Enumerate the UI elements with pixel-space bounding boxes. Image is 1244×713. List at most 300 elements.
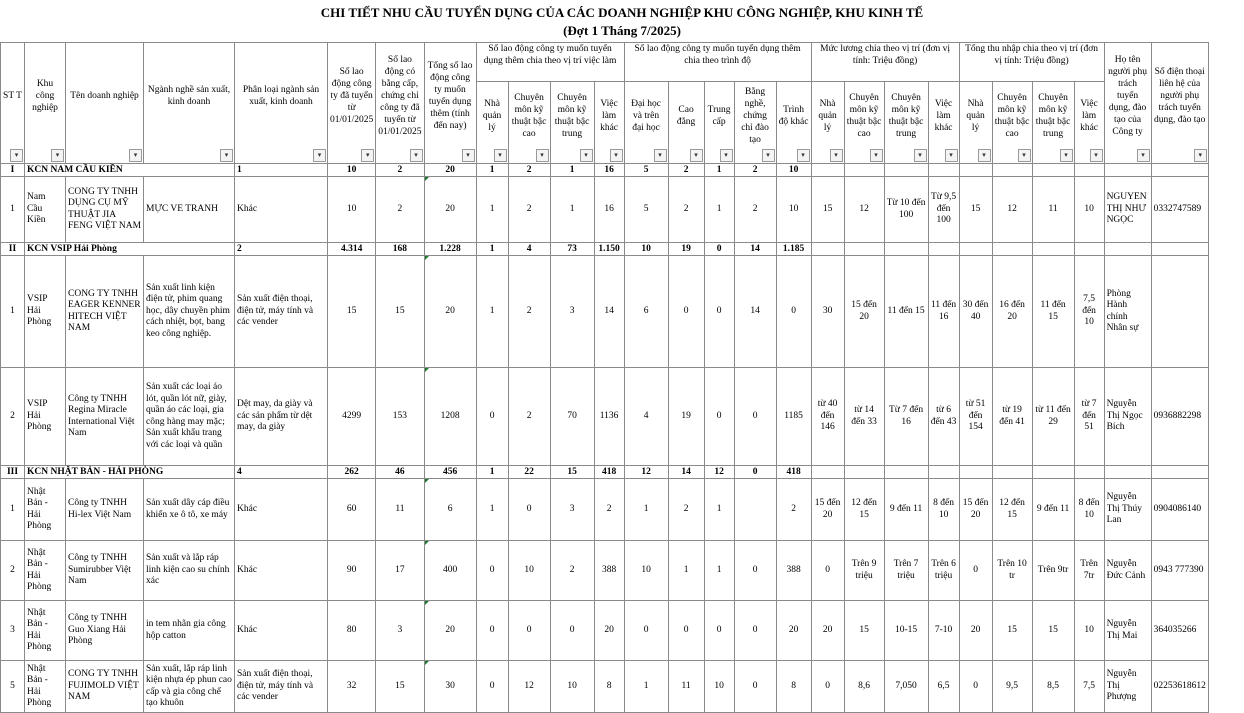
table-cell[interactable] xyxy=(624,368,668,466)
col-header-phutrach: Họ tên người phụ trách tuyển dụng, đào tạo của Công ty ▾ xyxy=(1104,43,1151,164)
section-count[interactable]: 2 xyxy=(235,243,328,256)
empty-cell[interactable] xyxy=(884,164,928,177)
section-total-cell[interactable]: 0 xyxy=(734,466,776,479)
table-cell[interactable] xyxy=(376,479,424,541)
table-cell[interactable] xyxy=(844,601,884,661)
section-total-cell[interactable]: 1.228 xyxy=(424,243,476,256)
filter-dropdown-icon[interactable]: ▾ xyxy=(1137,149,1150,162)
section-total-cell[interactable]: 418 xyxy=(594,466,624,479)
table-cell[interactable] xyxy=(928,256,959,368)
table-cell[interactable] xyxy=(508,177,550,243)
table-cell[interactable] xyxy=(235,601,328,661)
table-cell[interactable] xyxy=(476,541,508,601)
section-total-cell[interactable]: 4.314 xyxy=(328,243,376,256)
section-total-cell[interactable]: 73 xyxy=(550,243,594,256)
table-cell[interactable] xyxy=(1104,368,1151,466)
section-total-cell[interactable]: 12 xyxy=(704,466,734,479)
table-cell[interactable] xyxy=(668,256,704,368)
table-cell[interactable] xyxy=(1151,541,1208,601)
table-cell[interactable] xyxy=(144,256,235,368)
section-total-cell[interactable]: 10 xyxy=(624,243,668,256)
table-cell[interactable] xyxy=(959,177,992,243)
table-cell[interactable] xyxy=(235,479,328,541)
table-cell[interactable] xyxy=(594,368,624,466)
table-row[interactable] xyxy=(1,177,1209,243)
filter-dropdown-icon[interactable]: ▾ xyxy=(410,149,423,162)
filter-dropdown-icon[interactable]: ▾ xyxy=(945,149,958,162)
table-cell[interactable] xyxy=(928,601,959,661)
table-cell[interactable] xyxy=(992,177,1032,243)
table-cell[interactable] xyxy=(66,256,144,368)
table-cell[interactable] xyxy=(1032,479,1074,541)
table-cell[interactable] xyxy=(144,177,235,243)
table-cell[interactable] xyxy=(884,541,928,601)
table-cell[interactable] xyxy=(424,177,476,243)
table-cell[interactable] xyxy=(424,601,476,661)
filter-dropdown-icon[interactable]: ▾ xyxy=(870,149,883,162)
table-cell[interactable] xyxy=(1,601,25,661)
empty-cell[interactable] xyxy=(1032,164,1074,177)
table-cell[interactable] xyxy=(550,256,594,368)
cell-text: 20 xyxy=(788,624,799,635)
section-roman[interactable]: III xyxy=(1,466,25,479)
empty-cell[interactable] xyxy=(844,164,884,177)
section-total-cell[interactable]: 10 xyxy=(776,164,811,177)
section-total-cell[interactable]: 46 xyxy=(376,466,424,479)
filter-dropdown-icon[interactable]: ▾ xyxy=(978,149,991,162)
table-cell[interactable] xyxy=(992,601,1032,661)
table-cell[interactable] xyxy=(624,177,668,243)
table-cell[interactable] xyxy=(376,368,424,466)
section-total-cell[interactable]: 15 xyxy=(550,466,594,479)
filter-dropdown-icon[interactable]: ▾ xyxy=(1090,149,1103,162)
section-total-cell[interactable]: 19 xyxy=(668,243,704,256)
cell-text: 0 xyxy=(716,624,722,635)
table-cell[interactable] xyxy=(734,177,776,243)
cell-text: 1 xyxy=(10,305,15,316)
section-total-cell[interactable]: 14 xyxy=(734,243,776,256)
section-total-cell[interactable]: 456 xyxy=(424,466,476,479)
filter-dropdown-icon[interactable]: ▾ xyxy=(914,149,927,162)
empty-cell[interactable] xyxy=(959,243,992,256)
filter-dropdown-icon[interactable]: ▾ xyxy=(830,149,843,162)
section-total-cell[interactable]: 4 xyxy=(508,243,550,256)
empty-cell[interactable] xyxy=(959,466,992,479)
table-cell[interactable] xyxy=(884,368,928,466)
empty-cell[interactable] xyxy=(1032,243,1074,256)
table-row[interactable] xyxy=(1,601,1209,661)
cell-text: 15 xyxy=(822,203,833,214)
filter-dropdown-icon[interactable]: ▾ xyxy=(10,149,23,162)
table-cell[interactable] xyxy=(704,601,734,661)
section-total-cell[interactable]: 2 xyxy=(376,164,424,177)
table-cell[interactable] xyxy=(884,601,928,661)
empty-cell[interactable] xyxy=(992,466,1032,479)
cell-text: 0 xyxy=(489,410,495,421)
cell-text: 15 xyxy=(346,305,357,316)
table-cell[interactable] xyxy=(25,256,66,368)
table-cell[interactable] xyxy=(66,368,144,466)
table-cell[interactable] xyxy=(376,541,424,601)
empty-cell[interactable] xyxy=(992,164,1032,177)
empty-cell[interactable] xyxy=(1074,164,1104,177)
table-row[interactable] xyxy=(1,479,1209,541)
cell-text: 10 xyxy=(567,680,577,691)
table-cell[interactable] xyxy=(1,177,25,243)
table-cell[interactable] xyxy=(1151,601,1208,661)
table-cell[interactable] xyxy=(668,368,704,466)
table-cell[interactable] xyxy=(1032,368,1074,466)
table-cell[interactable] xyxy=(884,479,928,541)
table-cell[interactable] xyxy=(144,479,235,541)
table-cell[interactable] xyxy=(668,601,704,661)
table-cell[interactable] xyxy=(328,601,376,661)
table-cell[interactable] xyxy=(594,177,624,243)
section-total-cell[interactable]: 1 xyxy=(476,164,508,177)
table-cell[interactable] xyxy=(704,256,734,368)
table-cell[interactable] xyxy=(476,601,508,661)
table-cell[interactable] xyxy=(844,368,884,466)
table-cell[interactable] xyxy=(144,368,235,466)
section-name[interactable]: KCN NAM CẦU KIỀN xyxy=(25,164,235,177)
table-cell[interactable] xyxy=(884,177,928,243)
table-cell[interactable] xyxy=(476,256,508,368)
table-row[interactable] xyxy=(1,541,1209,601)
table-cell[interactable] xyxy=(776,368,811,466)
filter-dropdown-icon[interactable]: ▾ xyxy=(51,149,64,162)
table-cell[interactable] xyxy=(1074,177,1104,243)
table-cell[interactable] xyxy=(328,256,376,368)
table-cell[interactable] xyxy=(476,479,508,541)
table-cell[interactable] xyxy=(144,601,235,661)
table-cell[interactable] xyxy=(424,479,476,541)
section-total-cell[interactable]: 2 xyxy=(508,164,550,177)
table-cell[interactable] xyxy=(594,601,624,661)
table-cell[interactable] xyxy=(66,601,144,661)
table-cell[interactable] xyxy=(1,541,25,601)
table-cell[interactable] xyxy=(1,256,25,368)
section-total-cell[interactable]: 22 xyxy=(508,466,550,479)
section-total-cell[interactable]: 1 xyxy=(476,466,508,479)
table-cell[interactable] xyxy=(624,601,668,661)
section-total-cell[interactable]: 2 xyxy=(668,164,704,177)
table-cell[interactable] xyxy=(959,256,992,368)
table-cell[interactable] xyxy=(328,541,376,601)
table-cell[interactable] xyxy=(1151,256,1208,368)
table-cell[interactable] xyxy=(1151,368,1208,466)
table-cell[interactable] xyxy=(376,256,424,368)
table-cell[interactable] xyxy=(476,177,508,243)
table-cell[interactable] xyxy=(508,541,550,601)
section-row[interactable] xyxy=(1,243,1209,256)
section-total-cell[interactable]: 5 xyxy=(624,164,668,177)
section-roman[interactable]: I xyxy=(1,164,25,177)
cell-text: 0 xyxy=(526,624,532,635)
table-cell[interactable] xyxy=(959,601,992,661)
table-cell[interactable] xyxy=(668,177,704,243)
table-cell[interactable] xyxy=(959,541,992,601)
table-cell[interactable] xyxy=(550,601,594,661)
table-cell[interactable] xyxy=(704,541,734,601)
filter-dropdown-icon[interactable]: ▾ xyxy=(536,149,549,162)
table-cell[interactable] xyxy=(25,541,66,601)
table-cell[interactable] xyxy=(1151,177,1208,243)
empty-cell[interactable] xyxy=(1032,466,1074,479)
table-cell[interactable] xyxy=(992,368,1032,466)
col-header-ml-cmkt-tb: Chuyên môn kỹ thuật bậc trung ▾ xyxy=(884,82,928,164)
cell-text: 16 xyxy=(604,203,614,214)
section-total-cell[interactable]: 1 xyxy=(476,243,508,256)
section-total-cell[interactable]: 1.185 xyxy=(776,243,811,256)
filter-dropdown-icon[interactable]: ▾ xyxy=(1018,149,1031,162)
section-row[interactable] xyxy=(1,466,1209,479)
empty-cell[interactable] xyxy=(811,243,844,256)
empty-cell[interactable] xyxy=(928,466,959,479)
table-cell[interactable] xyxy=(550,177,594,243)
table-cell[interactable] xyxy=(844,177,884,243)
filter-dropdown-icon[interactable]: ▾ xyxy=(1060,149,1073,162)
table-cell[interactable] xyxy=(1104,256,1151,368)
table-row[interactable] xyxy=(1,256,1209,368)
section-total-cell[interactable]: 10 xyxy=(328,164,376,177)
filter-dropdown-icon[interactable]: ▾ xyxy=(220,149,233,162)
table-cell[interactable] xyxy=(776,479,811,541)
table-cell[interactable] xyxy=(594,256,624,368)
table-cell[interactable] xyxy=(376,177,424,243)
table-cell[interactable] xyxy=(811,256,844,368)
table-cell[interactable] xyxy=(811,541,844,601)
table-cell[interactable] xyxy=(424,368,476,466)
table-cell[interactable] xyxy=(594,479,624,541)
section-total-cell[interactable]: 418 xyxy=(776,466,811,479)
table-cell[interactable] xyxy=(928,177,959,243)
table-cell[interactable] xyxy=(668,479,704,541)
table-cell[interactable] xyxy=(1074,479,1104,541)
table-cell[interactable] xyxy=(776,601,811,661)
table-cell[interactable] xyxy=(704,177,734,243)
filter-dropdown-icon[interactable]: ▾ xyxy=(580,149,593,162)
empty-cell[interactable] xyxy=(1104,466,1151,479)
table-cell[interactable] xyxy=(1151,479,1208,541)
section-total-cell[interactable]: 0 xyxy=(704,243,734,256)
table-cell[interactable] xyxy=(992,479,1032,541)
table-cell[interactable] xyxy=(811,177,844,243)
table-cell[interactable] xyxy=(144,541,235,601)
table-cell[interactable] xyxy=(1032,177,1074,243)
cell-text: 15 xyxy=(1048,624,1058,635)
table-cell[interactable] xyxy=(776,256,811,368)
table-cell[interactable] xyxy=(776,541,811,601)
table-cell[interactable] xyxy=(811,601,844,661)
section-name[interactable]: KCN NHẬT BẢN - HẢI PHÒNG xyxy=(25,466,235,479)
table-cell[interactable] xyxy=(734,541,776,601)
section-total-cell[interactable]: 168 xyxy=(376,243,424,256)
table-cell[interactable] xyxy=(235,541,328,601)
filter-dropdown-icon[interactable]: ▾ xyxy=(1194,149,1207,162)
table-cell[interactable] xyxy=(66,177,144,243)
cell-text: 6,5 xyxy=(937,680,950,691)
empty-cell[interactable] xyxy=(1074,243,1104,256)
cell-text: Từ 9,5 đến 100 xyxy=(930,192,957,226)
col-header-tn-cmkt-tb: Chuyên môn kỹ thuật bậc trung ▾ xyxy=(1032,82,1074,164)
table-cell[interactable] xyxy=(992,541,1032,601)
filter-dropdown-icon[interactable]: ▾ xyxy=(690,149,703,162)
table-cell[interactable] xyxy=(1032,256,1074,368)
table-cell[interactable] xyxy=(66,479,144,541)
table-cell[interactable] xyxy=(844,256,884,368)
table-cell[interactable] xyxy=(550,541,594,601)
table-cell[interactable] xyxy=(1104,601,1151,661)
filter-dropdown-icon[interactable]: ▾ xyxy=(462,149,475,162)
table-cell[interactable] xyxy=(66,541,144,601)
table-cell[interactable] xyxy=(376,601,424,661)
table-cell[interactable] xyxy=(1074,601,1104,661)
table-cell[interactable] xyxy=(844,541,884,601)
table-cell[interactable] xyxy=(959,368,992,466)
table-cell[interactable] xyxy=(734,479,776,541)
col-header-tn-cmkt-cao: Chuyên môn kỹ thuật bậc cao ▾ xyxy=(992,82,1032,164)
table-cell[interactable] xyxy=(884,256,928,368)
table-cell[interactable] xyxy=(992,256,1032,368)
table-cell[interactable] xyxy=(235,256,328,368)
table-cell[interactable] xyxy=(424,256,476,368)
empty-cell[interactable] xyxy=(928,164,959,177)
table-cell[interactable] xyxy=(328,177,376,243)
section-count[interactable]: 1 xyxy=(235,164,328,177)
table-cell[interactable] xyxy=(25,479,66,541)
empty-cell[interactable] xyxy=(1151,466,1208,479)
empty-cell[interactable] xyxy=(959,164,992,177)
table-cell[interactable] xyxy=(1032,601,1074,661)
empty-cell[interactable] xyxy=(1151,243,1208,256)
table-cell[interactable] xyxy=(928,368,959,466)
table-cell[interactable] xyxy=(928,541,959,601)
cell-text: 8,6 xyxy=(858,680,870,691)
cell-text: 8 đến 10 xyxy=(1078,498,1100,520)
table-cell[interactable] xyxy=(1104,541,1151,601)
filter-dropdown-icon[interactable]: ▾ xyxy=(610,149,623,162)
empty-cell[interactable] xyxy=(1104,164,1151,177)
table-cell[interactable] xyxy=(508,601,550,661)
table-row[interactable] xyxy=(1,368,1209,466)
col-header-sobangcap: Số lao động có bằng cấp, chứng chỉ công ty đã tuyển từ 01/01/2025 ▾ xyxy=(376,43,424,164)
section-total-cell[interactable]: 1 xyxy=(704,164,734,177)
filter-dropdown-icon[interactable]: ▾ xyxy=(720,149,733,162)
section-roman[interactable]: II xyxy=(1,243,25,256)
table-cell[interactable] xyxy=(811,479,844,541)
table-cell[interactable] xyxy=(1032,541,1074,601)
cell-text: Trên 10 tr xyxy=(997,559,1027,581)
table-cell[interactable] xyxy=(508,368,550,466)
section-total-cell[interactable]: 262 xyxy=(328,466,376,479)
empty-cell[interactable] xyxy=(811,164,844,177)
cell-text: 364035266 xyxy=(1153,624,1197,635)
section-total-cell[interactable]: 1.150 xyxy=(594,243,624,256)
table-cell[interactable] xyxy=(734,368,776,466)
table-cell[interactable] xyxy=(508,479,550,541)
table-cell[interactable] xyxy=(594,541,624,601)
filter-dropdown-icon[interactable]: ▾ xyxy=(494,149,507,162)
filter-dropdown-icon[interactable]: ▾ xyxy=(313,149,326,162)
table-cell[interactable] xyxy=(1074,541,1104,601)
table-cell[interactable] xyxy=(25,601,66,661)
table-cell[interactable] xyxy=(328,368,376,466)
cell-text: 12 đến 15 xyxy=(851,498,877,520)
empty-cell[interactable] xyxy=(844,243,884,256)
section-row[interactable] xyxy=(1,164,1209,177)
table-cell[interactable] xyxy=(668,541,704,601)
section-name[interactable]: KCN VSIP Hải Phòng xyxy=(25,243,235,256)
filter-dropdown-icon[interactable]: ▾ xyxy=(797,149,810,162)
table-cell[interactable] xyxy=(844,479,884,541)
table-cell[interactable] xyxy=(928,479,959,541)
table-cell[interactable] xyxy=(811,368,844,466)
table-cell[interactable] xyxy=(424,541,476,601)
table-cell[interactable] xyxy=(1104,177,1151,243)
table-cell[interactable] xyxy=(624,479,668,541)
filter-dropdown-icon[interactable]: ▾ xyxy=(361,149,374,162)
filter-dropdown-icon[interactable]: ▾ xyxy=(762,149,775,162)
table-cell[interactable] xyxy=(704,368,734,466)
filter-dropdown-icon[interactable]: ▾ xyxy=(129,149,142,162)
cell-text: 2 xyxy=(606,503,612,514)
section-total-cell[interactable]: 2 xyxy=(734,164,776,177)
table-cell[interactable] xyxy=(959,479,992,541)
empty-cell[interactable] xyxy=(884,243,928,256)
section-total-cell[interactable]: 14 xyxy=(668,466,704,479)
table-cell[interactable] xyxy=(624,541,668,601)
table-cell[interactable] xyxy=(328,479,376,541)
empty-cell[interactable] xyxy=(1074,466,1104,479)
empty-cell[interactable] xyxy=(928,243,959,256)
table-cell[interactable] xyxy=(25,368,66,466)
table-cell[interactable] xyxy=(1,368,25,466)
table-cell[interactable] xyxy=(550,479,594,541)
table-cell[interactable] xyxy=(734,601,776,661)
filter-dropdown-icon[interactable]: ▾ xyxy=(654,149,667,162)
table-cell[interactable] xyxy=(476,368,508,466)
cell-text: 12 xyxy=(859,203,869,214)
table-cell[interactable] xyxy=(508,256,550,368)
empty-cell[interactable] xyxy=(884,466,928,479)
section-total-cell[interactable]: 1 xyxy=(550,164,594,177)
table-cell[interactable] xyxy=(704,479,734,541)
section-count[interactable]: 4 xyxy=(235,466,328,479)
cell-text: Sản xuất linh kiện điện tử, phim quang học, dây chuyền phim cách nhiệt, bọt, bang keo công nghiệp. xyxy=(146,282,230,339)
table-cell[interactable] xyxy=(1104,479,1151,541)
section-total-cell[interactable]: 12 xyxy=(624,466,668,479)
table-cell[interactable] xyxy=(734,256,776,368)
empty-cell[interactable] xyxy=(992,243,1032,256)
table-cell[interactable] xyxy=(25,177,66,243)
cell-text: Khác xyxy=(237,624,258,635)
section-total-cell[interactable]: 16 xyxy=(594,164,624,177)
table-cell[interactable] xyxy=(776,177,811,243)
empty-cell[interactable] xyxy=(811,466,844,479)
empty-cell[interactable] xyxy=(1104,243,1151,256)
table-cell[interactable] xyxy=(235,177,328,243)
table-cell[interactable] xyxy=(624,256,668,368)
table-cell[interactable] xyxy=(235,368,328,466)
section-total-cell[interactable]: 20 xyxy=(424,164,476,177)
empty-cell[interactable] xyxy=(844,466,884,479)
table-cell[interactable] xyxy=(1074,256,1104,368)
table-cell[interactable] xyxy=(1,479,25,541)
table-cell[interactable] xyxy=(1074,368,1104,466)
cell-text: 4 xyxy=(643,410,649,421)
table-cell[interactable] xyxy=(550,368,594,466)
empty-cell[interactable] xyxy=(1151,164,1208,177)
